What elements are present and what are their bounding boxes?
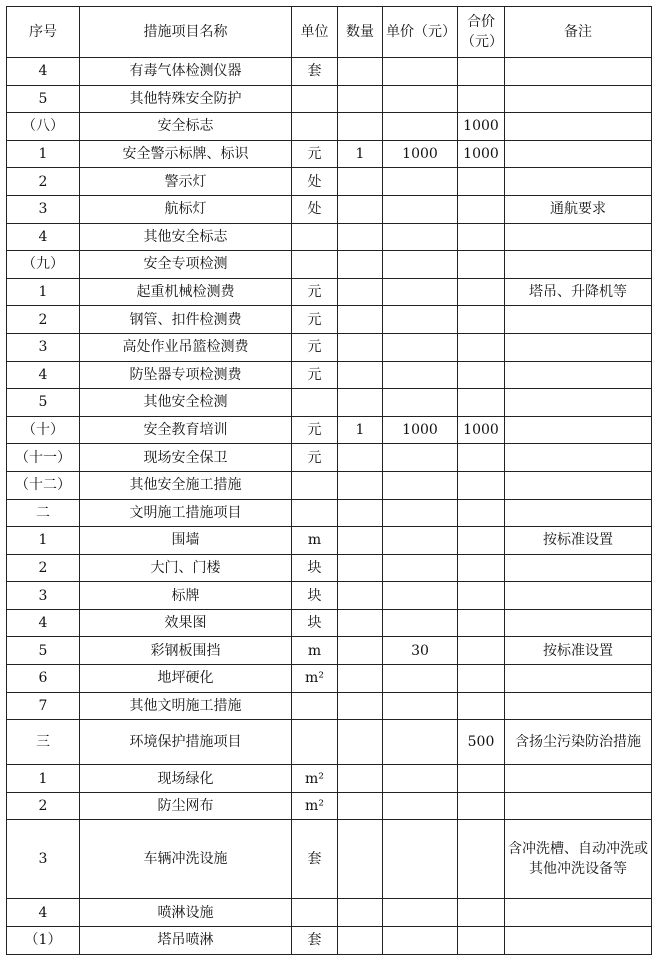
header-price: 单价（元） [383, 7, 458, 58]
cell-name: 有毒气体检测仪器 [80, 58, 292, 86]
cell-price [383, 444, 458, 472]
cell-seq: （十一） [7, 444, 80, 472]
table-row [7, 820, 652, 899]
cell-name: 防坠器专项检测费 [80, 361, 292, 389]
cell-note [505, 665, 652, 693]
cell-qty [338, 471, 383, 499]
table-row [7, 113, 652, 141]
cell-qty [338, 195, 383, 223]
cell-note: 含扬尘污染防治措施 [505, 720, 652, 765]
cell-qty [338, 361, 383, 389]
cell-name: 现场安全保卫 [80, 444, 292, 472]
table-row [7, 306, 652, 334]
cell-unit [292, 720, 338, 765]
table-row [7, 389, 652, 417]
cell-seq: 2 [7, 554, 80, 582]
cell-seq: （十） [7, 416, 80, 444]
cell-seq: 1 [7, 140, 80, 168]
cell-name: 喷淋设施 [80, 899, 292, 927]
cell-total [458, 927, 505, 955]
cell-note [505, 499, 652, 527]
cell-unit [292, 471, 338, 499]
cell-note [505, 168, 652, 196]
cell-total [458, 527, 505, 555]
cell-qty [338, 389, 383, 417]
cell-total [458, 58, 505, 86]
cell-unit [292, 251, 338, 279]
cell-name: 车辆冲洗设施 [80, 820, 292, 899]
cell-seq: 5 [7, 637, 80, 665]
cell-unit [292, 85, 338, 113]
cell-qty [338, 499, 383, 527]
cell-seq: 3 [7, 582, 80, 610]
cell-qty [338, 251, 383, 279]
cell-seq: 4 [7, 223, 80, 251]
cell-total [458, 692, 505, 720]
header-seq: 序号 [7, 7, 80, 58]
cell-qty [338, 899, 383, 927]
cell-unit: 元 [292, 306, 338, 334]
cell-qty [338, 582, 383, 610]
cell-name: 警示灯 [80, 168, 292, 196]
cell-seq: 1 [7, 527, 80, 555]
cell-name: 大门、门楼 [80, 554, 292, 582]
cell-seq: 3 [7, 195, 80, 223]
cell-note [505, 927, 652, 955]
cell-note [505, 792, 652, 820]
table-row [7, 692, 652, 720]
table-row [7, 416, 652, 444]
cell-note [505, 471, 652, 499]
cell-note [505, 361, 652, 389]
header-unit: 单位 [292, 7, 338, 58]
cell-note [505, 765, 652, 793]
cell-name: 其他安全检测 [80, 389, 292, 417]
cell-total [458, 765, 505, 793]
cell-total [458, 85, 505, 113]
cell-name: 彩钢板围挡 [80, 637, 292, 665]
cell-price [383, 499, 458, 527]
cell-name: 高处作业吊篮检测费 [80, 333, 292, 361]
cell-note [505, 58, 652, 86]
cell-qty [338, 692, 383, 720]
cell-note: 含冲洗槽、自动冲洗或其他冲洗设备等 [505, 820, 652, 899]
cell-seq: 1 [7, 278, 80, 306]
cell-name: 安全标志 [80, 113, 292, 141]
cell-seq: 1 [7, 765, 80, 793]
cell-unit: 元 [292, 278, 338, 306]
cell-note: 按标准设置 [505, 637, 652, 665]
cell-note [505, 416, 652, 444]
cell-qty [338, 927, 383, 955]
table-row [7, 927, 652, 955]
cell-total [458, 665, 505, 693]
cell-seq: （十二） [7, 471, 80, 499]
table-row [7, 637, 652, 665]
cell-price [383, 333, 458, 361]
table-row [7, 609, 652, 637]
cell-total [458, 582, 505, 610]
cell-price [383, 251, 458, 279]
cell-name: 环境保护措施项目 [80, 720, 292, 765]
cell-qty [338, 58, 383, 86]
cell-note [505, 140, 652, 168]
cell-unit: m [292, 637, 338, 665]
cell-total [458, 306, 505, 334]
cell-name: 其他文明施工措施 [80, 692, 292, 720]
cell-seq: 4 [7, 899, 80, 927]
cell-qty [338, 765, 383, 793]
cell-unit: m [292, 527, 338, 555]
cell-name: 现场绿化 [80, 765, 292, 793]
table-row [7, 140, 652, 168]
header-total: 合价（元） [458, 7, 505, 58]
cell-price [383, 195, 458, 223]
table-row [7, 765, 652, 793]
cell-unit: 套 [292, 927, 338, 955]
table-row [7, 720, 652, 765]
cell-total [458, 554, 505, 582]
cell-name: 安全专项检测 [80, 251, 292, 279]
cell-qty [338, 278, 383, 306]
table-row [7, 444, 652, 472]
cell-unit [292, 113, 338, 141]
cell-seq: 6 [7, 665, 80, 693]
cell-note [505, 85, 652, 113]
cell-seq: 4 [7, 609, 80, 637]
cell-note [505, 692, 652, 720]
cell-seq: （八） [7, 113, 80, 141]
cell-name: 效果图 [80, 609, 292, 637]
cell-unit: 处 [292, 195, 338, 223]
cell-total [458, 251, 505, 279]
cell-price [383, 820, 458, 899]
cell-price [383, 665, 458, 693]
cell-price [383, 223, 458, 251]
cell-seq: 2 [7, 168, 80, 196]
cell-qty [338, 223, 383, 251]
cell-seq: 5 [7, 85, 80, 113]
cell-qty [338, 792, 383, 820]
cell-price [383, 720, 458, 765]
cell-total: 1000 [458, 140, 505, 168]
cell-unit: 元 [292, 333, 338, 361]
cell-seq: 二 [7, 499, 80, 527]
table-row [7, 251, 652, 279]
cell-price [383, 306, 458, 334]
cell-name: 其他安全标志 [80, 223, 292, 251]
cell-qty: 1 [338, 416, 383, 444]
table-row [7, 899, 652, 927]
cell-unit: 元 [292, 361, 338, 389]
cell-total [458, 278, 505, 306]
cell-seq: 2 [7, 792, 80, 820]
cell-qty [338, 609, 383, 637]
cell-price: 30 [383, 637, 458, 665]
cell-seq: 2 [7, 306, 80, 334]
table-row [7, 582, 652, 610]
cell-qty [338, 306, 383, 334]
cell-name: 安全教育培训 [80, 416, 292, 444]
cell-total [458, 444, 505, 472]
measures-table-wrapper [6, 6, 652, 955]
cell-qty [338, 554, 383, 582]
cell-qty [338, 665, 383, 693]
cell-note [505, 113, 652, 141]
cell-seq: 4 [7, 361, 80, 389]
cell-name: 其他特殊安全防护 [80, 85, 292, 113]
cell-qty [338, 168, 383, 196]
table-body [7, 58, 652, 955]
cell-note [505, 251, 652, 279]
cell-unit: 处 [292, 168, 338, 196]
cell-seq: 三 [7, 720, 80, 765]
table-row [7, 85, 652, 113]
cell-price [383, 899, 458, 927]
cell-note [505, 306, 652, 334]
cell-unit [292, 899, 338, 927]
cell-seq: 3 [7, 333, 80, 361]
cell-total [458, 389, 505, 417]
cell-name: 地坪硬化 [80, 665, 292, 693]
cell-qty [338, 527, 383, 555]
cell-name: 其他安全施工措施 [80, 471, 292, 499]
cell-price: 1000 [383, 416, 458, 444]
cell-qty [338, 720, 383, 765]
header-name: 措施项目名称 [80, 7, 292, 58]
cell-total [458, 168, 505, 196]
cell-note [505, 609, 652, 637]
cell-unit: 块 [292, 582, 338, 610]
cell-price [383, 389, 458, 417]
cell-unit: 块 [292, 609, 338, 637]
cell-price [383, 692, 458, 720]
cell-price [383, 58, 458, 86]
cell-name: 航标灯 [80, 195, 292, 223]
cell-unit [292, 223, 338, 251]
cell-name: 文明施工措施项目 [80, 499, 292, 527]
cell-price [383, 792, 458, 820]
table-row [7, 58, 652, 86]
cell-name: 安全警示标牌、标识 [80, 140, 292, 168]
cell-total: 500 [458, 720, 505, 765]
cell-total: 1000 [458, 113, 505, 141]
cell-note [505, 582, 652, 610]
cell-price [383, 927, 458, 955]
table-row [7, 554, 652, 582]
table-row [7, 278, 652, 306]
cell-note [505, 333, 652, 361]
cell-name: 标牌 [80, 582, 292, 610]
table-header-row [7, 7, 652, 58]
cell-name: 钢管、扣件检测费 [80, 306, 292, 334]
cell-price [383, 168, 458, 196]
cell-unit: 元 [292, 140, 338, 168]
cell-price [383, 85, 458, 113]
cell-name: 起重机械检测费 [80, 278, 292, 306]
cell-total [458, 792, 505, 820]
cell-note [505, 899, 652, 927]
cell-unit: m² [292, 792, 338, 820]
cell-name: 防尘网布 [80, 792, 292, 820]
cell-unit: 套 [292, 58, 338, 86]
table-row [7, 471, 652, 499]
cell-total [458, 820, 505, 899]
cell-seq: 4 [7, 58, 80, 86]
cell-total: 1000 [458, 416, 505, 444]
cell-note: 通航要求 [505, 195, 652, 223]
cell-qty [338, 85, 383, 113]
cell-note [505, 554, 652, 582]
cell-unit: 元 [292, 444, 338, 472]
table-row [7, 361, 652, 389]
cell-seq: （1） [7, 927, 80, 955]
cell-unit: m² [292, 665, 338, 693]
cell-note [505, 444, 652, 472]
cell-total [458, 499, 505, 527]
cell-note [505, 389, 652, 417]
cell-seq: 3 [7, 820, 80, 899]
cell-seq: 5 [7, 389, 80, 417]
cell-total [458, 361, 505, 389]
table-row [7, 168, 652, 196]
cell-qty [338, 444, 383, 472]
table-row [7, 499, 652, 527]
cell-qty: 1 [338, 140, 383, 168]
cell-price [383, 609, 458, 637]
cell-qty [338, 333, 383, 361]
cell-price [383, 361, 458, 389]
table-row [7, 665, 652, 693]
cell-total [458, 609, 505, 637]
cell-note [505, 223, 652, 251]
cell-qty [338, 637, 383, 665]
cell-seq: （九） [7, 251, 80, 279]
cell-unit [292, 499, 338, 527]
cell-total [458, 471, 505, 499]
cell-qty [338, 113, 383, 141]
cell-total [458, 637, 505, 665]
cell-price [383, 765, 458, 793]
cell-price [383, 554, 458, 582]
cell-note: 按标准设置 [505, 527, 652, 555]
cell-price: 1000 [383, 140, 458, 168]
table-row [7, 195, 652, 223]
cell-price [383, 582, 458, 610]
table-row [7, 792, 652, 820]
cell-price [383, 278, 458, 306]
cell-seq: 7 [7, 692, 80, 720]
cell-price [383, 471, 458, 499]
cell-unit [292, 389, 338, 417]
cell-qty [338, 820, 383, 899]
measures-table [6, 6, 652, 955]
table-row [7, 333, 652, 361]
cell-price [383, 113, 458, 141]
cell-unit: 块 [292, 554, 338, 582]
cell-total [458, 195, 505, 223]
table-row [7, 223, 652, 251]
cell-name: 围墙 [80, 527, 292, 555]
table-row [7, 527, 652, 555]
cell-total [458, 223, 505, 251]
cell-unit: 元 [292, 416, 338, 444]
cell-price [383, 527, 458, 555]
cell-name: 塔吊喷淋 [80, 927, 292, 955]
cell-unit: m² [292, 765, 338, 793]
cell-note: 塔吊、升降机等 [505, 278, 652, 306]
cell-unit [292, 692, 338, 720]
header-note: 备注 [505, 7, 652, 58]
cell-total [458, 899, 505, 927]
cell-unit: 套 [292, 820, 338, 899]
cell-total [458, 333, 505, 361]
header-qty: 数量 [338, 7, 383, 58]
